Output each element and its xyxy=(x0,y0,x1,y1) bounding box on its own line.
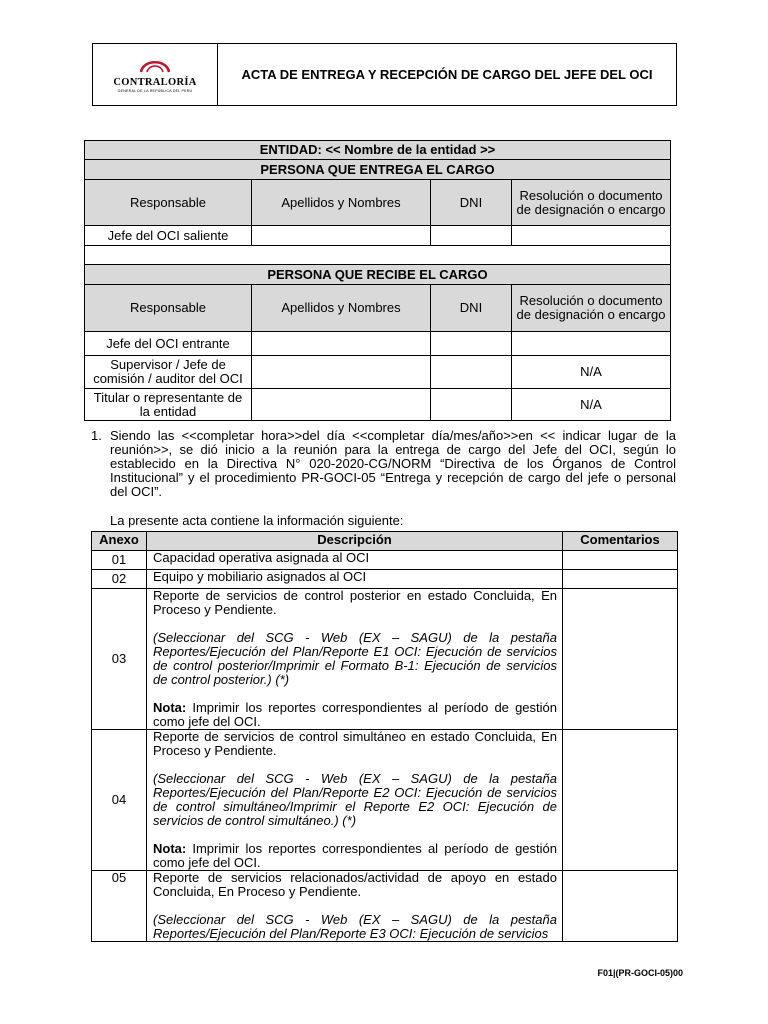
col-responsable: Responsable xyxy=(85,180,252,226)
anexo-number: 05 xyxy=(92,871,147,942)
col-anexo: Anexo xyxy=(92,532,147,551)
comentarios-cell xyxy=(563,589,678,730)
anexo-number: 01 xyxy=(92,551,147,570)
entity-table xyxy=(84,140,671,421)
table-row xyxy=(92,589,678,730)
logo-subtitle: GENERAL DE LA REPÚBLICA DEL PERÚ xyxy=(117,89,193,93)
description-text: Reporte de servicios relacionados/actividad de apoyo en estado Concluida, En Proceso y Pendiente. xyxy=(153,870,557,899)
responsable-cell: Jefe del OCI entrante xyxy=(85,332,252,356)
resolucion-cell: N/A xyxy=(512,356,671,389)
resolucion-cell: N/A xyxy=(512,389,671,421)
paragraph-1 xyxy=(91,429,676,499)
col-dni: DNI xyxy=(431,180,512,226)
anexo-description xyxy=(147,871,563,942)
resolucion-cell xyxy=(512,226,671,246)
description-text: Reporte de servicios de control posterior en estado Concluida, En Proceso y Pendiente. xyxy=(153,588,557,617)
col-apellidos: Apellidos y Nombres xyxy=(252,180,431,226)
comentarios-cell xyxy=(563,551,678,570)
note-label: Nota: xyxy=(153,841,187,856)
document-title: ACTA DE ENTREGA Y RECEPCIÓN DE CARGO DEL JEFE DEL OCI xyxy=(241,67,653,82)
col-descripcion: Descripción xyxy=(147,532,563,551)
responsable-cell: Titular o representante de la entidad xyxy=(85,389,252,421)
recibe-header-row xyxy=(85,285,671,332)
col-resolucion: Resolución o documento de designación o encargo xyxy=(512,180,671,226)
paragraph-text: Siendo las <<completar hora>>del día <<completar día/mes/año>>en << indicar lugar de la reunión>>, se dió inicio a la reunión para la entrega de cargo del Jefe del OCI, según lo establecido en la Directiva N° 020-2020-CG/NORM “Directiva de los Órganos de Control Institucional” y el procedimiento PR-GOCI-05 “Entrega y recepción de cargo del jefe o personal del OCI”. xyxy=(110,428,676,499)
paragraph-number: 1. xyxy=(91,428,102,443)
col-comentarios: Comentarios xyxy=(563,532,678,551)
table-row xyxy=(92,551,678,570)
contraloria-logo xyxy=(93,44,218,105)
dni-cell xyxy=(431,356,512,389)
table-row xyxy=(85,226,671,246)
intro-text: La presente acta contiene la información siguiente: xyxy=(110,513,404,528)
col-apellidos: Apellidos y Nombres xyxy=(252,285,431,332)
anexo-number: 02 xyxy=(92,570,147,589)
comentarios-cell xyxy=(563,570,678,589)
description-instructions: (Seleccionar del SCG - Web (EX – SAGU) de la pestaña Reportes/Ejecución del Plan/Reporte E1 OCI: Ejecución de servicios de control posterior/Imprimir el Formato B-1: Ejecución de servicios de control posterior.) (*) xyxy=(153,630,557,687)
anexo-description: Equipo y mobiliario asignados al OCI xyxy=(147,570,563,589)
description-instructions: (Seleccionar del SCG - Web (EX – SAGU) de la pestaña Reportes/Ejecución del Plan/Reporte E3 OCI: Ejecución de servicios xyxy=(153,912,557,941)
contraloria-emblem-icon xyxy=(135,56,175,76)
description-note xyxy=(153,842,557,870)
footer-code: F01|(PR-GOCI-05)00 xyxy=(597,968,683,978)
anexo-description xyxy=(147,730,563,871)
description-text: Reporte de servicios de control simultáneo en estado Concluida, En Proceso y Pendiente. xyxy=(153,729,557,758)
responsable-cell: Supervisor / Jefe de comisión / auditor del OCI xyxy=(85,356,252,389)
anexo-description xyxy=(147,589,563,730)
note-text: Imprimir los reportes correspondientes al período de gestión como jefe del OCI. xyxy=(153,841,557,870)
section-recibe: PERSONA QUE RECIBE EL CARGO xyxy=(85,265,671,285)
apellidos-cell xyxy=(252,389,431,421)
description-note xyxy=(153,701,557,729)
note-text: Imprimir los reportes correspondientes al período de gestión como jefe del OCI. xyxy=(153,700,557,729)
table-row xyxy=(85,389,671,421)
anexo-description: Capacidad operativa asignada al OCI xyxy=(147,551,563,570)
col-resolucion: Resolución o documento de designación o encargo xyxy=(512,285,671,332)
table-row xyxy=(92,730,678,871)
comentarios-cell xyxy=(563,730,678,871)
table-row xyxy=(92,871,678,942)
table-row xyxy=(85,356,671,389)
logo-name: CONTRALORÍA xyxy=(113,77,197,88)
col-responsable: Responsable xyxy=(85,285,252,332)
dni-cell xyxy=(431,389,512,421)
description-instructions: (Seleccionar del SCG - Web (EX – SAGU) de la pestaña Reportes/Ejecución del Plan/Reporte E2 OCI: Ejecución de servicios de control simultáneo/Imprimir el Reporte E2 OCI: Ejecución de servicios de control simultáneo.) (*) xyxy=(153,771,557,828)
entrega-header-row xyxy=(85,180,671,226)
annex-header-row xyxy=(92,532,678,551)
table-row xyxy=(85,332,671,356)
apellidos-cell xyxy=(252,332,431,356)
apellidos-cell xyxy=(252,356,431,389)
note-label: Nota: xyxy=(153,700,187,715)
section-entrega: PERSONA QUE ENTREGA EL CARGO xyxy=(85,160,671,180)
resolucion-cell xyxy=(512,332,671,356)
document-header xyxy=(92,43,677,106)
spacer-row xyxy=(85,246,671,265)
dni-cell xyxy=(431,226,512,246)
dni-cell xyxy=(431,332,512,356)
responsable-cell: Jefe del OCI saliente xyxy=(85,226,252,246)
anexo-number: 04 xyxy=(92,730,147,871)
col-dni: DNI xyxy=(431,285,512,332)
entity-row: ENTIDAD: << Nombre de la entidad >> xyxy=(85,141,671,160)
comentarios-cell xyxy=(563,871,678,942)
apellidos-cell xyxy=(252,226,431,246)
anexo-number: 03 xyxy=(92,589,147,730)
annex-table xyxy=(91,531,678,942)
table-row xyxy=(92,570,678,589)
